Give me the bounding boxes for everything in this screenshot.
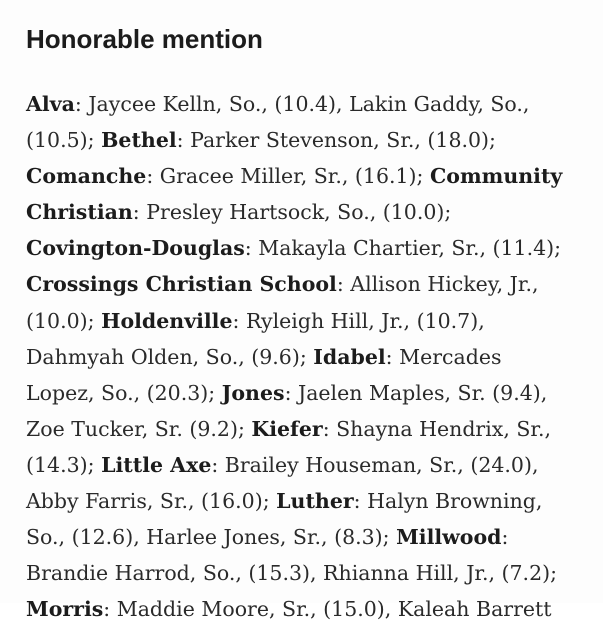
text-line	[26, 303, 596, 339]
text-line	[26, 375, 596, 411]
player-details: : Parker Stevenson, Sr., (18.0);	[176, 128, 496, 153]
school-name: Morris	[26, 597, 104, 622]
player-details: : Jaelen Maples, Sr. (9.4),	[284, 380, 548, 405]
player-details: (10.5);	[26, 128, 102, 153]
school-name: Idabel	[313, 344, 386, 369]
text-line	[26, 86, 596, 122]
player-details: : Ryleigh Hill, Jr., (10.7),	[232, 308, 485, 333]
player-details: Zoe Tucker, Sr. (9.2);	[26, 416, 252, 441]
text-line	[26, 194, 596, 230]
school-name: Community	[429, 164, 563, 189]
player-details: (14.3);	[26, 452, 102, 477]
school-name: Alva	[26, 92, 75, 116]
school-name: Covington-Douglas	[26, 236, 245, 261]
player-details: : Allison Hickey, Jr.,	[336, 272, 539, 297]
text-line	[26, 555, 596, 591]
text-line	[26, 411, 596, 447]
school-name: Comanche	[26, 164, 147, 189]
player-details: : Halyn Browning,	[353, 489, 543, 514]
honorable-mention-list	[26, 86, 596, 622]
player-details: Lopez, So., (20.3);	[26, 380, 222, 405]
player-details: : Maddie Moore, Sr., (15.0), Kaleah Barrett	[103, 597, 552, 622]
section-heading: Honorable mention	[26, 24, 263, 54]
school-name: Little Axe	[101, 452, 212, 477]
school-name: Luther	[276, 489, 354, 514]
player-details: Dahmyah Olden, So., (9.6);	[26, 344, 314, 369]
text-line	[26, 266, 596, 302]
player-details: : Shayna Hendrix, Sr.,	[322, 416, 552, 441]
school-name: Christian	[26, 200, 133, 225]
player-details: Abby Farris, Sr., (16.0);	[26, 489, 277, 514]
school-name: Kiefer	[251, 416, 323, 441]
school-name: Crossings Christian School	[26, 272, 337, 297]
text-line	[26, 158, 596, 194]
player-details: : Presley Hartsock, So., (10.0);	[132, 200, 452, 225]
text-line	[26, 447, 596, 483]
player-details: :	[501, 525, 509, 550]
player-details: : Brailey Houseman, Sr., (24.0),	[211, 452, 539, 477]
school-name: Bethel	[101, 128, 177, 153]
player-details: : Makayla Chartier, Sr., (11.4);	[244, 236, 562, 261]
text-line	[26, 519, 596, 555]
text-line	[26, 230, 596, 266]
player-details: : Mercades	[385, 344, 502, 369]
player-details: Brandie Harrod, So., (15.3), Rhianna Hill, Jr., (7.2);	[26, 561, 558, 586]
player-details: (10.0);	[26, 308, 102, 333]
text-line	[26, 339, 596, 375]
text-line	[26, 483, 596, 519]
school-name: Holdenville	[101, 308, 233, 333]
player-details: : Jaycee Kelln, So., (10.4), Lakin Gaddy, So.,	[74, 92, 530, 116]
school-name: Millwood	[396, 525, 502, 550]
player-details: : Gracee Miller, Sr., (16.1);	[146, 164, 430, 189]
text-line	[26, 593, 596, 622]
player-details: So., (12.6), Harlee Jones, Sr., (8.3);	[26, 525, 397, 550]
school-name: Jones	[221, 380, 285, 405]
text-line	[26, 122, 596, 158]
